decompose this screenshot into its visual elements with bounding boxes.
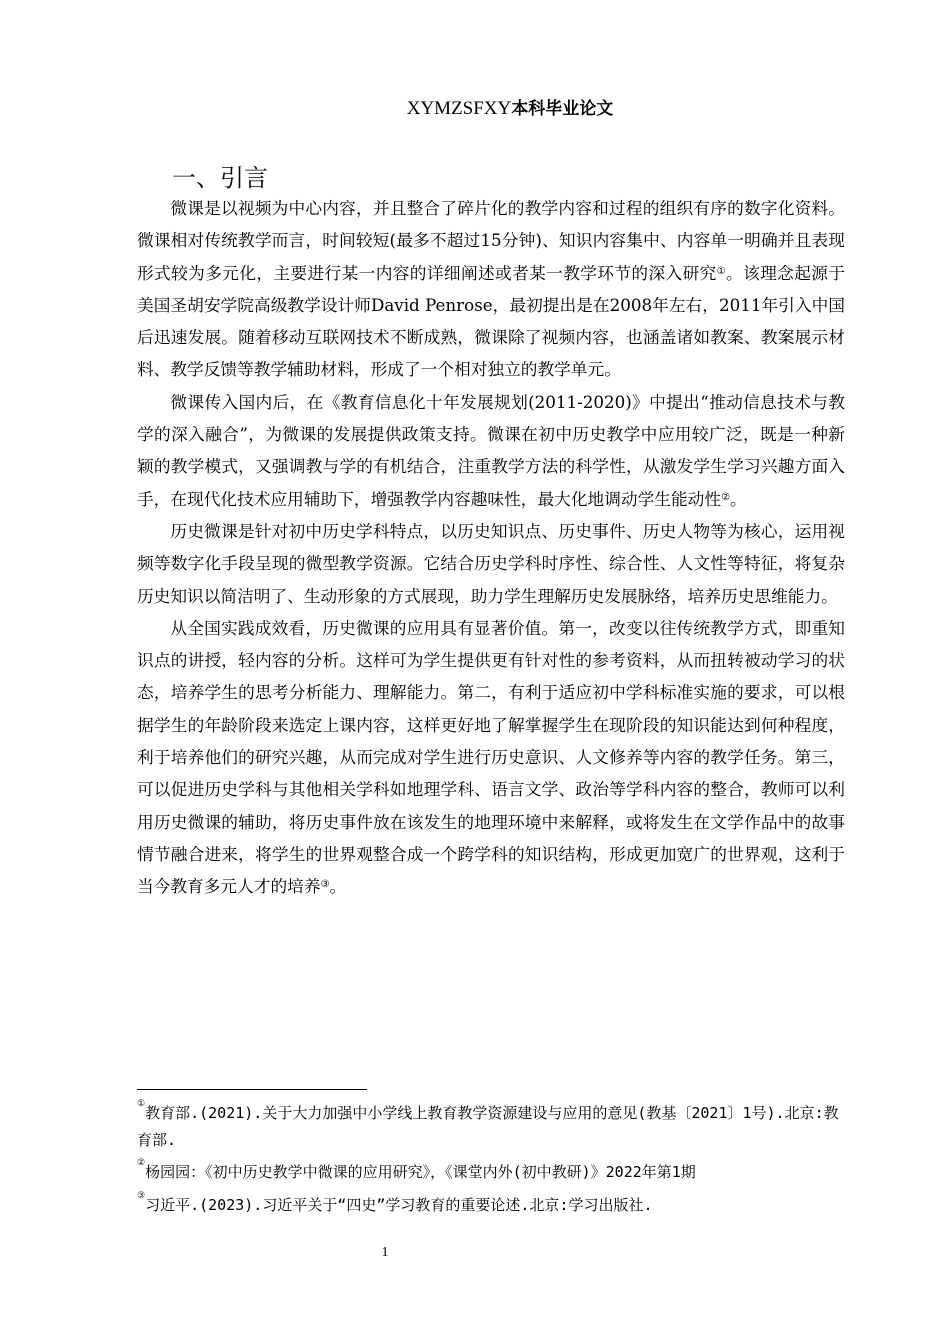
footnote-2 bbox=[137, 1159, 849, 1186]
paragraph-text: 微课是以视频为中心内容，并且整合了碎片化的教学内容和过程的组织有序的数字化资料。微课相对传统教学而言，时间较短(最多不超过15分钟)、知识内容集中、内容单一明确并且表现形式较为多元化，主要进行某一内容的详细阐述或者某一教学环节的深入研究 bbox=[137, 198, 845, 283]
footnote-text: 习近平.(2023).习近平关于“四史”学习教育的重要论述.北京:学习出版社. bbox=[145, 1195, 653, 1214]
body-text bbox=[137, 192, 845, 903]
paragraph-text: 。该理念起源于美国圣胡安学院高级教学设计师David Penrose，最初提出是在2008年左右，2011年引入中国后迅速发展。随着移动互联网技术不断成熟，微课除了视频内容，也涵盖诸如教案、教案展示材料、教学反馈等教学辅助材料，形成了一个相对独立的教学单元。 bbox=[137, 262, 846, 380]
footnote-marker: ① bbox=[137, 1099, 146, 1109]
page-header bbox=[0, 94, 950, 120]
paragraph-text: 微课传入国内后，在《教育信息化十年发展规划(2011-2020)》中提出“推动信息技术与教学的深入融合”，为微课的发展提供政策支持。微课在初中历史教学中应用较广泛，既是一种新颖的教学模式，又强调教与学的有机结合，注重教学方法的科学性，从激发学生学习兴趣方面入手，在现代化技术应用辅助下，增强教学内容趣味性，最大化地调动学生能动性 bbox=[137, 391, 845, 509]
paragraph-4 bbox=[137, 612, 845, 903]
footnote-text: 教育部.(2021).关于大力加强中小学线上教育教学资源建设与应用的意见(教基〔2021〕1号).北京:教育部. bbox=[137, 1104, 839, 1149]
header-code: XYMZSFXY bbox=[406, 98, 512, 119]
section-heading: 一、引言 bbox=[172, 164, 268, 192]
footnote-marker: ③ bbox=[137, 1190, 146, 1201]
header-title: 本科毕业论文 bbox=[511, 99, 614, 119]
footnote-text: 杨园园：《初中历史教学中微课的应用研究》，《课堂内外(初中教研)》2022年第1期 bbox=[145, 1163, 696, 1181]
paragraph-text: 从全国实践成效看，历史微课的应用具有显著价值。第一，改变以往传统教学方式，即重知识点的讲授，轻内容的分析。这样可为学生提供更有针对性的参考资料，从而扭转被动学习的状态，培养学生的思考分析能力、理解能力。第二，有利于适应初中学科标准实施的要求，可以根据学生的年龄阶段来选定上课内容，这样更好地了解掌握学生在现阶段的知识能达到何种程度，利于培养他们的研究兴趣，从而完成对学生进行历史意识、人文修养等内容的教学任务。第三，可以促进历史学科与其他相关学科如地理学科、语言文学、政治等学科内容的整合，教师可以利用历史微课的辅助，将历史事件放在该发生的地理环境中来解释，或将发生在文学作品中的故事情节融合进来，将学生的世界观整合成一个跨学科的知识结构，形成更加宽广的世界观，这利于当今教育多元人才的培养 bbox=[137, 617, 845, 897]
footnote-3 bbox=[137, 1192, 849, 1219]
paragraph-text: 。 bbox=[329, 876, 347, 897]
paragraph-3: 历史微课是针对初中历史学科特点，以历史知识点、历史事件、历史人物等为核心，运用视频等数字化手段呈现的微型教学资源。它结合历史学科时序性、综合性、人文性等特征，将复杂历史知识以简洁明了、生动形象的方式展现，助力学生理解历史发展脉络，培养历史思维能力。 bbox=[137, 520, 845, 606]
footnote-ref-2: ② bbox=[721, 491, 731, 503]
footnote-marker: ② bbox=[137, 1158, 146, 1168]
paragraph-text: 。 bbox=[730, 488, 747, 509]
paragraph-2 bbox=[137, 386, 845, 515]
footnote-separator bbox=[137, 1089, 367, 1090]
footnote-ref-1: ① bbox=[716, 265, 727, 277]
paragraph-1 bbox=[137, 192, 845, 386]
footnotes bbox=[137, 1100, 849, 1224]
footnote-1 bbox=[137, 1100, 849, 1153]
page-number: 1 bbox=[381, 1245, 389, 1260]
footnote-ref-3: ③ bbox=[320, 879, 330, 891]
